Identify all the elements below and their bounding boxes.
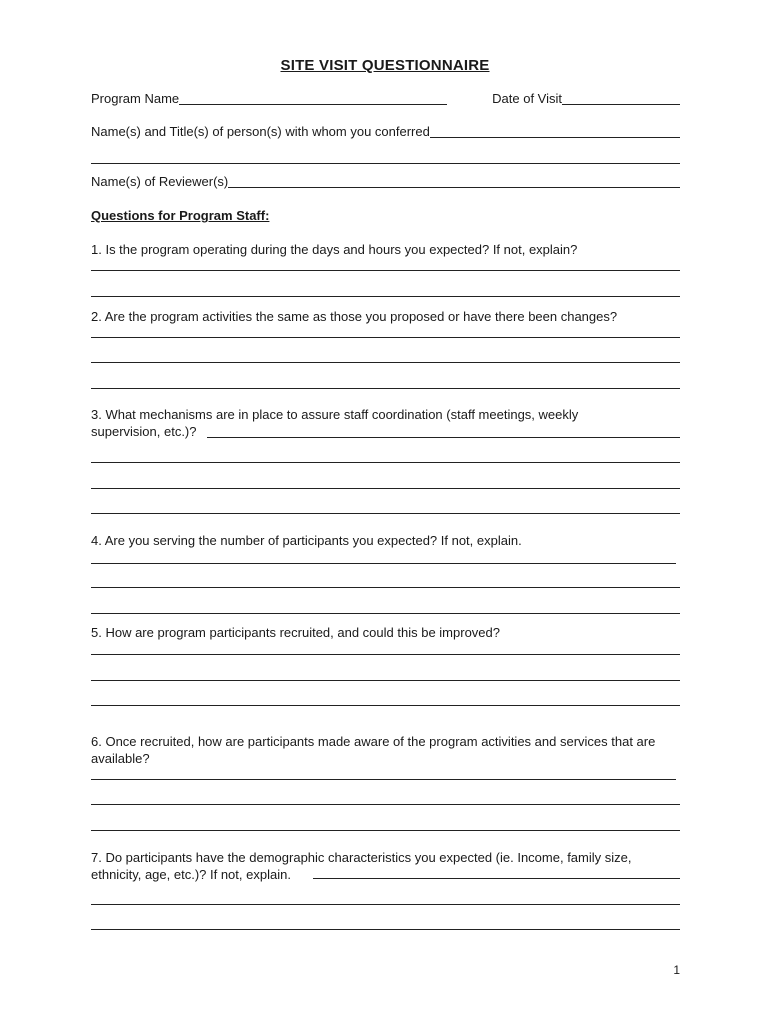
question-3	[91, 406, 651, 440]
answer-line[interactable]	[91, 296, 680, 297]
section-heading: Questions for Program Staff:	[91, 208, 270, 223]
reviewers-row	[91, 174, 680, 190]
answer-line[interactable]	[313, 878, 680, 879]
conferred-row	[91, 124, 680, 140]
answer-line[interactable]	[91, 462, 680, 463]
answer-line[interactable]	[91, 513, 680, 514]
answer-line[interactable]	[91, 830, 680, 831]
answer-line[interactable]	[91, 680, 680, 681]
answer-line[interactable]	[91, 388, 680, 389]
answer-line[interactable]	[91, 270, 680, 271]
answer-line[interactable]	[91, 613, 680, 614]
answer-line[interactable]	[91, 929, 680, 930]
answer-line[interactable]	[91, 904, 680, 905]
conferred-label: Name(s) and Title(s) of person(s) with whom you conferred	[91, 124, 430, 139]
question-2: 2. Are the program activities the same as those you proposed or have there been changes?	[91, 309, 618, 324]
question-4: 4. Are you serving the number of participants you expected? If not, explain.	[91, 533, 522, 548]
question-1: 1. Is the program operating during the days and hours you expected? If not, explain?	[91, 242, 578, 257]
conferred-answer-line[interactable]	[91, 163, 680, 164]
question-5: 5. How are program participants recruited, and could this be improved?	[91, 625, 500, 640]
answer-line[interactable]	[91, 654, 680, 655]
page-number: 1	[673, 963, 680, 977]
program-name-label: Program Name	[91, 91, 180, 106]
answer-line[interactable]	[207, 437, 680, 438]
answer-line[interactable]	[91, 779, 676, 780]
conferred-blank[interactable]	[430, 125, 680, 138]
reviewers-blank[interactable]	[228, 175, 680, 188]
answer-line[interactable]	[91, 337, 680, 338]
page-title: SITE VISIT QUESTIONNAIRE	[280, 57, 490, 74]
answer-line[interactable]	[91, 705, 680, 706]
answer-line[interactable]	[91, 488, 680, 489]
answer-line[interactable]	[91, 362, 680, 363]
program-name-blank[interactable]	[179, 92, 447, 105]
question-6: 6. Once recruited, how are participants made aware of the program activities and services that are available?	[91, 734, 656, 766]
reviewers-label: Name(s) of Reviewer(s)	[91, 174, 229, 189]
answer-line[interactable]	[91, 563, 676, 564]
date-of-visit-blank[interactable]	[562, 92, 680, 105]
program-date-row	[91, 91, 680, 107]
question-3-text: 3. What mechanisms are in place to assure staff coordination (staff meetings, weekly supervision, etc.)?	[91, 407, 579, 439]
answer-line[interactable]	[91, 804, 680, 805]
answer-line[interactable]	[91, 587, 680, 588]
date-of-visit-label: Date of Visit	[492, 91, 562, 106]
question-7-text: 7. Do participants have the demographic characteristics you expected (ie. Income, family size, ethnicity, age, etc.)? If not, explain.	[91, 850, 632, 882]
